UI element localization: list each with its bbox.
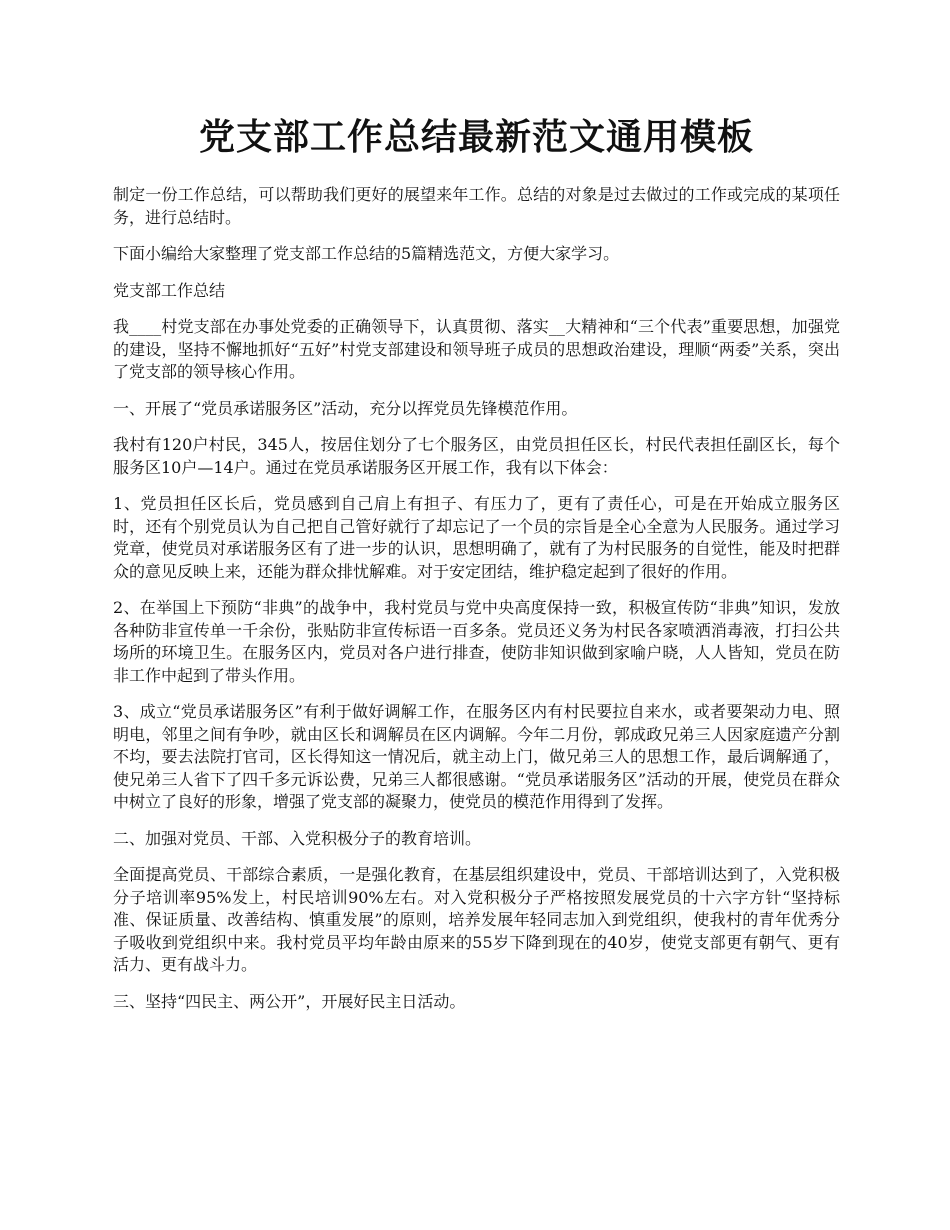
section-heading-2: 二、加强对党员、干部、入党积极分子的教育培训。	[113, 828, 482, 848]
body-paragraph: 全面提高党员、干部综合素质，一是强化教育，在基层组织建设中，党员、干部培训达到了，入党积极分子培训率95%发上，村民培训90%左右。对入党积极分子严格按照发展党员的十六字方针“坚持标准、保证质量、改善结构、慎重发展”的原则，培养发展年轻同志加入到党组织，使我村的青年优秀分子吸收到党组织中来。我村党员平均年龄由原来的55岁下降到现在的40岁，使党支部更有朝气、更有活力、更有战斗力。	[113, 865, 840, 974]
list-item-3: 3、成立“党员承诺服务区”有利于做好调解工作，在服务区内有村民要拉自来水，或者要架动力电、照明电，邻里之间有争吵，就由区长和调解员在区内调解。今年二月份，郭成政兄弟三人因家庭遗产分割不均，要去法院打官司，区长得知这一情况后，就主动上门，做兄弟三人的思想工作，最后调解通了，使兄弟三人省下了四千多元诉讼费，兄弟三人都很感谢。“党员承诺服务区”活动的开展，使党员在群众中树立了良好的形象，增强了党支部的凝聚力，使党员的模范作用得到了发挥。	[113, 702, 840, 811]
document-title: 党支部工作总结最新范文通用模板	[198, 116, 754, 158]
body-paragraph: 我村有120户村民，345人，按居住划分了七个服务区，由党员担任区长，村民代表担任副区长，每个服务区10户—14户。通过在党员承诺服务区开展工作，我有以下体会：	[113, 435, 840, 477]
document-page	[113, 112, 840, 1027]
body-paragraph: 我____村党支部在办事处党委的正确领导下，认真贯彻、落实__大精神和“三个代表”重要思想，加强党的建设，坚持不懈地抓好“五好”村党支部建设和领导班子成员的思想政治建设，理顺“两委”关系，突出了党支部的领导核心作用。	[113, 317, 840, 381]
section-heading: 党支部工作总结	[113, 280, 226, 300]
intro-paragraph: 制定一份工作总结，可以帮助我们更好的展望来年工作。总结的对象是过去做过的工作或完成的某项任务，进行总结时。	[113, 185, 840, 227]
section-heading-3: 三、坚持“四民主、两公开”，开展好民主日活动。	[113, 991, 466, 1011]
section-heading-1: 一、开展了“党员承诺服务区”活动，充分以挥党员先锋模范作用。	[113, 398, 578, 418]
list-item-1: 1、党员担任区长后，党员感到自己肩上有担子、有压力了，更有了责任心，可是在开始成立服务区时，还有个别党员认为自己把自己管好就行了却忘记了一个员的宗旨是全心全意为人民服务。通过学习党章，使党员对承诺服务区有了进一步的认识，思想明确了，就有了为村民服务的自觉性，能及时把群众的意见反映上来，还能为群众排忧解难。对于安定团结，维护稳定起到了很好的作用。	[113, 494, 840, 581]
intro-note-paragraph: 下面小编给大家整理了党支部工作总结的5篇精选范文，方便大家学习。	[113, 244, 620, 263]
list-item-2: 2、在举国上下预防“非典”的战争中，我村党员与党中央高度保持一致，积极宣传防“非典”知识，发放各种防非宣传单一千余份，张贴防非宣传标语一百多条。党员还义务为村民各家喷洒消毒液，打扫公共场所的环境卫生。在服务区内，党员对各户进行排查，使防非知识做到家喻户晓，人人皆知，党员在防非工作中起到了带头作用。	[113, 598, 840, 685]
